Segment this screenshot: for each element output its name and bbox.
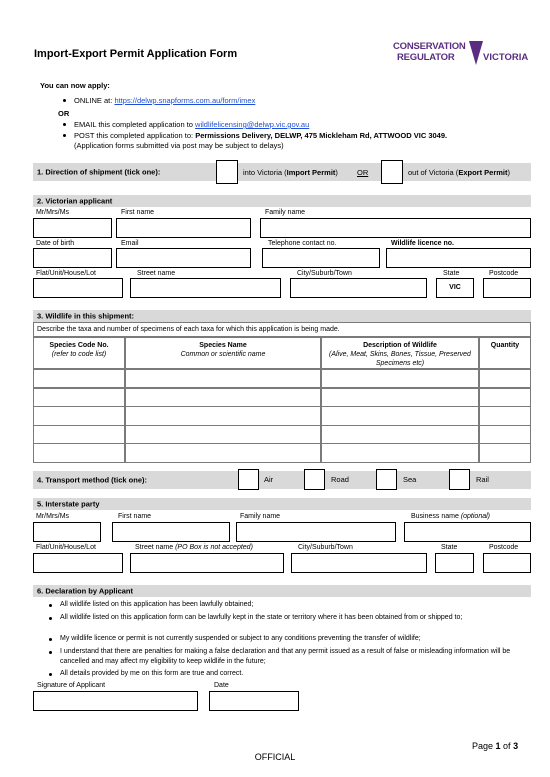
- applicant-licence-field[interactable]: [386, 248, 531, 268]
- export-label: out of Victoria (Export Permit): [408, 168, 510, 177]
- section4-header: 4. Transport method (tick one):: [33, 471, 531, 489]
- applicant-postcode-field[interactable]: [483, 278, 531, 298]
- wildlife-table-cell[interactable]: [479, 425, 531, 444]
- party-street-field[interactable]: [130, 553, 284, 573]
- transport-road-label: Road: [331, 475, 349, 484]
- party-family-name-field[interactable]: [236, 522, 396, 542]
- transport-rail-label: Rail: [476, 475, 489, 484]
- bullet: [49, 604, 52, 607]
- label-licence: Wildlife licence no.: [391, 240, 454, 247]
- party-state-field[interactable]: [435, 553, 474, 573]
- party-business-field[interactable]: [404, 522, 531, 542]
- wildlife-table-cell[interactable]: [125, 425, 321, 444]
- label-state: State: [443, 270, 460, 277]
- label-street: Street name: [137, 270, 176, 277]
- classification-label: OFFICIAL: [254, 752, 296, 762]
- col-description: Description of Wildlife (Alive, Meat, Skins, Bones, Tissue, Preserved Specimens etc): [329, 342, 471, 367]
- label-postcode: Postcode: [489, 270, 519, 277]
- declaration-item: I understand that there are penalties for making a false declaration and that any permit issued as a result of false or misleading information will be cancelled and may affect my eligibility to keep wildlife in the future;: [60, 648, 511, 665]
- transport-rail-checkbox[interactable]: [449, 469, 470, 490]
- label-party-family-name: Family name: [240, 513, 281, 520]
- wildlife-table-cell[interactable]: [125, 388, 321, 407]
- wildlife-table-cell[interactable]: [321, 443, 479, 462]
- logo-line1: CONSERVATION: [393, 41, 466, 52]
- label-title: Mr/Mrs/Ms: [36, 209, 70, 216]
- intro-post: POST this completed application to: Permissions Delivery, DELWP, 475 Mickleham Rd, ATTWOOD VIC 3049.: [74, 131, 448, 140]
- applicant-street-field[interactable]: [130, 278, 281, 298]
- wildlife-table-cell[interactable]: [321, 388, 479, 407]
- applicant-email-field[interactable]: [116, 248, 251, 268]
- form-title: Import-Export Permit Application Form: [34, 48, 238, 60]
- label-business: Business name (optional): [411, 513, 490, 520]
- section3-header: 3. Wildlife in this shipment:: [33, 310, 531, 322]
- label-party-state: State: [441, 544, 458, 551]
- applicant-first-name-field[interactable]: [116, 218, 251, 238]
- col-species-code: Species Code No. (refer to code list): [49, 342, 109, 358]
- label-party-title: Mr/Mrs/Ms: [36, 513, 70, 520]
- bullet: [49, 651, 52, 654]
- section2-header: 2. Victorian applicant: [33, 195, 531, 207]
- intro-heading: You can now apply:: [40, 81, 110, 90]
- wildlife-table-cell[interactable]: [479, 406, 531, 425]
- party-first-name-field[interactable]: [112, 522, 230, 542]
- date-field[interactable]: [209, 691, 299, 711]
- import-label: into Victoria (Import Permit): [243, 168, 338, 177]
- party-city-field[interactable]: [291, 553, 427, 573]
- logo-line2: REGULATOR: [397, 52, 455, 63]
- declaration-item: All details provided by me on this form are true and correct.: [60, 670, 244, 677]
- label-party-first-name: First name: [118, 513, 152, 520]
- label-date: Date: [214, 682, 229, 689]
- wildlife-table-cell[interactable]: [33, 369, 125, 388]
- bullet: [63, 99, 66, 102]
- wildlife-table-cell[interactable]: [321, 369, 479, 388]
- state-value: VIC: [449, 284, 461, 291]
- section1-header: 1. Direction of shipment (tick one):: [33, 163, 531, 181]
- declaration-item: My wildlife licence or permit is not currently suspended or subject to any conditions preventing the transfer of wildlife;: [60, 635, 421, 642]
- wildlife-table-cell[interactable]: [479, 369, 531, 388]
- intro-or: OR: [58, 109, 70, 118]
- label-first-name: First name: [121, 209, 155, 216]
- transport-sea-label: Sea: [403, 475, 417, 484]
- transport-road-checkbox[interactable]: [304, 469, 325, 490]
- col-species-name: Species Name Common or scientific name: [180, 342, 266, 358]
- intro-email: EMAIL this completed application to wildlifelicensing@delwp.vic.gov.au: [74, 120, 310, 129]
- section5-header: 5. Interstate party: [33, 498, 531, 510]
- bullet: [49, 617, 52, 620]
- logo-state: VICTORIA: [483, 52, 529, 63]
- label-dob: Date of birth: [36, 240, 75, 247]
- bullet: [49, 673, 52, 676]
- victoria-triangle-icon: [469, 41, 483, 65]
- email-link[interactable]: wildlifelicensing@delwp.vic.gov.au: [195, 120, 310, 129]
- import-checkbox[interactable]: [216, 160, 238, 184]
- or-label: OR: [357, 168, 369, 177]
- col-quantity: Quantity: [490, 342, 520, 349]
- applicant-city-field[interactable]: [290, 278, 427, 298]
- label-flat: Flat/Unit/House/Lot: [36, 270, 96, 277]
- intro-post-note: (Application forms submitted via post may be subject to delays): [74, 141, 284, 150]
- intro-online: ONLINE at: https://delwp.snapforms.com.au/form/imex: [74, 96, 256, 105]
- transport-sea-checkbox[interactable]: [376, 469, 397, 490]
- wildlife-table-cell[interactable]: [33, 425, 125, 444]
- online-form-link[interactable]: https://delwp.snapforms.com.au/form/imex: [114, 96, 256, 105]
- wildlife-table-cell[interactable]: [479, 388, 531, 407]
- party-postcode-field[interactable]: [483, 553, 531, 573]
- applicant-title-field[interactable]: [33, 218, 112, 238]
- transport-air-label: Air: [264, 475, 274, 484]
- bullet: [63, 134, 66, 137]
- wildlife-table-cell[interactable]: [125, 443, 321, 462]
- wildlife-table-cell[interactable]: [33, 406, 125, 425]
- section6-header: 6. Declaration by Applicant: [33, 585, 531, 597]
- applicant-dob-field[interactable]: [33, 248, 112, 268]
- wildlife-table-cell[interactable]: [321, 406, 479, 425]
- party-title-field[interactable]: [33, 522, 101, 542]
- applicant-family-name-field[interactable]: [260, 218, 531, 238]
- wildlife-table-cell[interactable]: [125, 369, 321, 388]
- signature-field[interactable]: [33, 691, 198, 711]
- label-party-street: Street name (PO Box is not accepted): [135, 544, 253, 551]
- label-signature: Signature of Applicant: [37, 682, 106, 689]
- label-city: City/Suburb/Town: [297, 270, 352, 277]
- conservation-regulator-logo: [393, 41, 533, 69]
- wildlife-table-cell[interactable]: [479, 443, 531, 462]
- party-flat-field[interactable]: [33, 553, 123, 573]
- page-number: Page 1 of 3: [472, 741, 519, 751]
- label-party-flat: Flat/Unit/House/Lot: [36, 544, 96, 551]
- wildlife-table-cell[interactable]: [33, 388, 125, 407]
- bullet: [49, 638, 52, 641]
- export-checkbox[interactable]: [381, 160, 403, 184]
- declaration-item: All wildlife listed on this application form can be lawfully kept in the state or territory where it has been obtained from or shipped to;: [60, 614, 463, 621]
- wildlife-table-cell[interactable]: [33, 443, 125, 462]
- applicant-flat-field[interactable]: [33, 278, 123, 298]
- label-phone: Telephone contact no.: [268, 240, 337, 247]
- wildlife-instruction: Describe the taxa and number of specimens of each taxa for which this application is being made.: [37, 326, 340, 333]
- label-family-name: Family name: [265, 209, 306, 216]
- declaration-item: All wildlife listed on this application has been lawfully obtained;: [60, 601, 254, 608]
- transport-air-checkbox[interactable]: [238, 469, 259, 490]
- bullet: [63, 123, 66, 126]
- wildlife-table-cell[interactable]: [321, 425, 479, 444]
- label-party-postcode: Postcode: [489, 544, 519, 551]
- applicant-state-field[interactable]: [436, 278, 474, 298]
- label-party-city: City/Suburb/Town: [298, 544, 353, 551]
- label-email: Email: [121, 240, 139, 247]
- wildlife-table-cell[interactable]: [125, 406, 321, 425]
- applicant-phone-field[interactable]: [262, 248, 380, 268]
